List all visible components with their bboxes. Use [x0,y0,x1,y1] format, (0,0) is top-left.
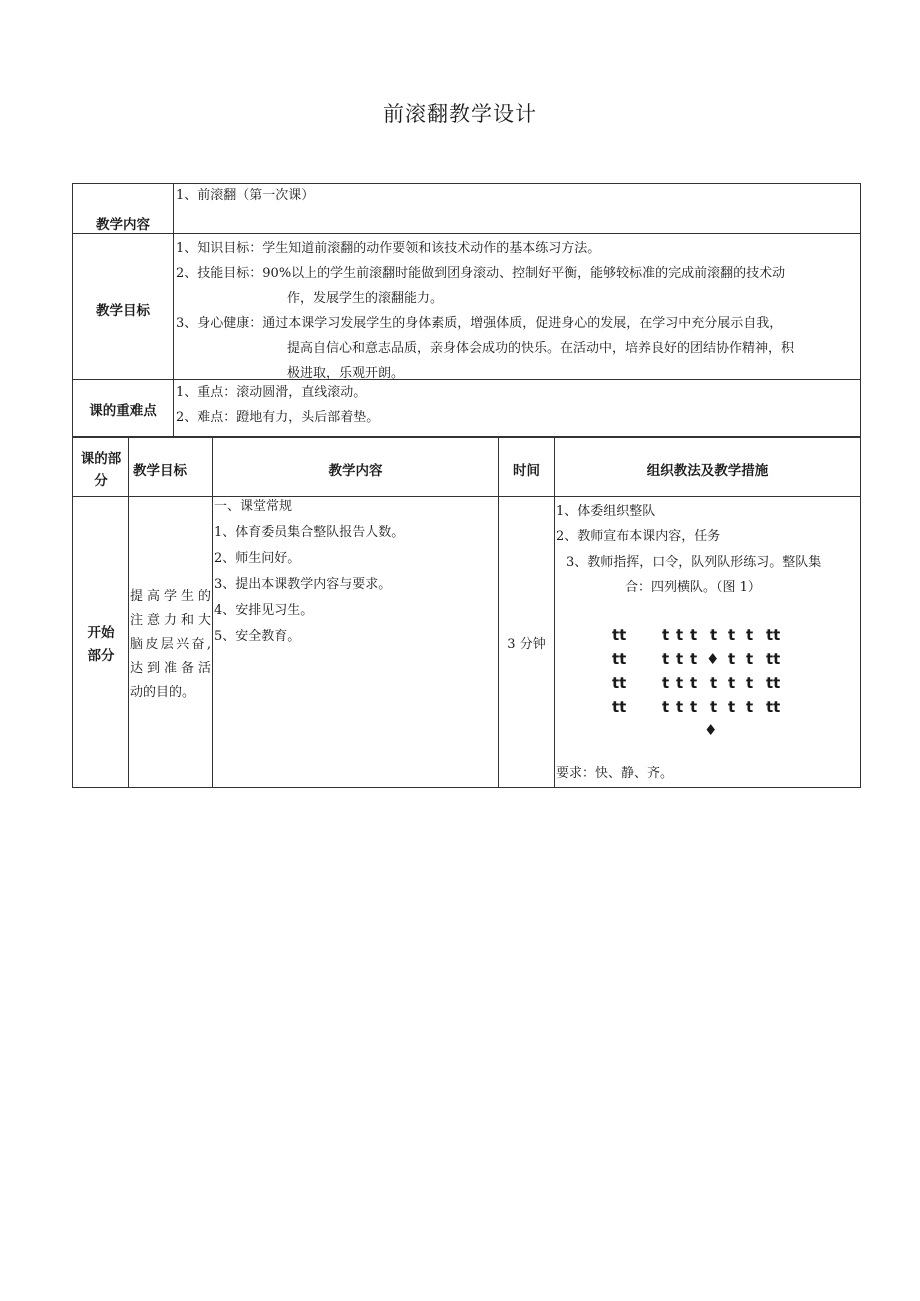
formation-mark: t [690,698,698,716]
formation-mark: tt [612,650,627,668]
key-point-focus: 1、重点：滚动圆滑，直线滚动。 [176,385,367,400]
header-goal: 教学目标 [133,463,187,479]
main-table-col-divider [554,437,555,787]
content-value: 1、前滚翻（第一次课） [176,188,315,203]
goal-knowledge: 1、知识目标：学生知道前滚翻的动作要领和该技术动作的基本练习方法。 [176,241,601,256]
section-start-line2: 部分 [87,648,115,664]
formation-mark: t [662,626,670,644]
main-table-col-divider [498,437,499,787]
method-item: 3、教师指挥，口令，队列队形练习。整队集 [566,555,822,570]
header-method: 组织教法及教学措施 [646,463,769,479]
page-title: 前滚翻教学设计 [383,102,537,126]
content-item: 一、课堂常规 [214,499,293,514]
formation-mark: tt [766,650,781,668]
section-goal-line: 脑皮层兴奋, [130,637,211,652]
content-item: 2、师生问好。 [214,551,301,566]
content-item: 4、安排见习生。 [214,603,314,618]
formation-mark: t [662,698,670,716]
method-item: 2、教师宣布本课内容，任务 [556,529,721,544]
goal-skill: 2、技能目标：90%以上的学生前滚翻时能做到团身滚动、控制好平衡，能够较标准的完成前滚翻的技术动 [176,266,786,281]
section-goal-line: 注意力和大 [130,613,211,628]
formation-mark: t [710,626,718,644]
formation-row [612,674,792,697]
formation-mark: t [728,698,736,716]
formation-mark: t [728,650,736,668]
section-start [74,622,128,668]
goals-label: 教学目标 [96,303,150,319]
formation-mark: tt [766,674,781,692]
header-content: 教学内容 [328,463,383,479]
section-goal-line: 提高学生的 [130,589,211,604]
formation-mark: t [728,674,736,692]
formation-mark: tt [612,698,627,716]
section-content [214,494,496,650]
content-item: 5、安全教育。 [214,629,301,644]
formation-mark: t [746,674,754,692]
formation-mark: t [676,650,684,668]
key-point-difficulty: 2、难点：蹬地有力，头后部着垫。 [176,410,380,425]
main-table-col-divider [128,437,129,787]
goal-health-cont: 提高自信心和意志品质，亲身体会成功的快乐。在活动中，培养良好的团结协作精神，积 [287,341,795,356]
formation-mark: t [746,626,754,644]
formation-mark: t [710,674,718,692]
formation-mark: t [746,698,754,716]
formation-mark: tt [766,626,781,644]
formation-mark: t [676,698,684,716]
method-item: 合：四列横队。（图 1） [625,580,761,595]
formation-mark: t [676,674,684,692]
teacher-marker-icon: ♦ [704,721,718,739]
content-label: 教学内容 [96,217,150,233]
formation-row [612,626,792,649]
requirement: 要求：快、静、齐。 [556,766,674,781]
main-table-col-divider [212,437,213,787]
formation-mark: t [662,650,670,668]
content-item: 1、体育委员集合整队报告人数。 [214,525,405,540]
goal-health-cont: 极进取，乐观开朗。 [287,366,405,381]
formation-mark: t [690,626,698,644]
section-time: 3 分钟 [507,637,546,652]
formation-mark: t [662,674,670,692]
goal-skill-cont: 作，发展学生的滚翻能力。 [287,291,444,306]
goal-health: 3、身心健康：通过本课学习发展学生的身体素质，增强体质，促进身心的发展，在学习中充分展示自我， [176,316,783,331]
section-goal-line: 达到准备活 [130,661,211,676]
method-item: 1、体委组织整队 [556,504,656,519]
formation-mark: t [690,674,698,692]
formation-mark: t [710,698,718,716]
content-item: 3、提出本课教学内容与要求。 [214,577,392,592]
section-method [556,499,858,549]
header-part-line2: 分 [94,473,108,489]
section-goal-line: 动的目的。 [130,685,196,700]
formation-row [612,650,792,673]
section-start-line1: 开始 [87,625,115,641]
formation-mark: t [746,650,754,668]
header-part [74,448,128,492]
header-time: 时间 [513,463,540,479]
teacher-marker-icon: ♦ [706,650,720,668]
formation-mark: t [676,626,684,644]
top-table-col-divider [173,183,174,436]
formation-teacher-row [612,721,792,744]
formation-mark: t [690,650,698,668]
formation-mark: tt [612,674,627,692]
formation-mark: tt [766,698,781,716]
top-table-row-divider [72,233,861,234]
header-part-line1: 课的部 [80,451,122,467]
formation-row [612,698,792,721]
section-goal [130,585,211,705]
key-points-label: 课的重难点 [89,403,157,419]
formation-mark: t [728,626,736,644]
formation-mark: tt [612,626,627,644]
